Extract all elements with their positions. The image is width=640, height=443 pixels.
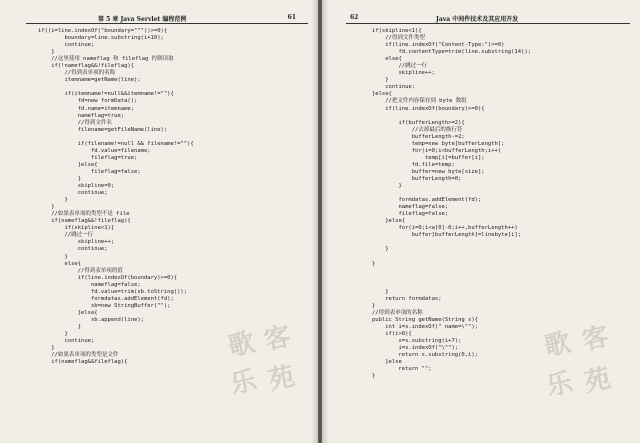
right-page-number: 62 [350,14,359,21]
right-watermark-seal: 歌 客 乐 苑 [541,321,614,403]
left-watermark-seal: 歌 客 乐 苑 [225,321,298,401]
book-title: Java 中间件技术及其应用开发 [436,16,519,23]
right-page-header [346,13,630,24]
left-page [0,0,318,443]
right-page [322,0,640,443]
left-page-number: 61 [287,14,296,21]
left-code-listing: if((i=line.indexOf("boundary="""))>=0){ boundary=line.substring(i+10); continue; } //这里使用 nameflag 和 fileflag 控制读取 if(!nameflag&&!fileflag){ //得到表单项的名称 itemname=getName(line); if(itemname!=null&&itemname!=""){ fd=new formData(); fd.name=itemname; nameflag=true; //得到文件名 filename=getFileName(line); if(filename!=null && filename!=""){ fd.value=filename; fileflag=true; }else{ fileflag=false; } skipline=0; continue; } } //如果表单项的类型不是 file if(nameflag&&!fileflag){ if(skipline<1){ //跳过一行 skipline++; continue; } else{ //得到表单项的值 if(line.indexOf(boundary)>=0){ nameflag=false; fd.value=trim(sb.toString()); formdatas.addElement(fd); sb=new StringBuffer(""); }else{ sb.append(line); } } continue; } //如果表单项的类型是文件 if(nameflag&&fileflag){ [38,28,194,366]
chapter-heading: 第 5 章 Java Servlet 编程范例 [98,16,187,23]
left-page-header [26,13,308,24]
right-code-listing: if(skipline<1){ //得到文件类型 if(line.indexOf("Content-Type:")>=0) fd.contentType=trim(line.substring(14)); else{ //跳过一行 skipline++; } continue; }else{ //把文件内容保存到 byte 数组 if(line.indexOf(boundary)>=0){ if(bufferLength>=2){ //去掉最后的换行符 bufferLength-=2; temp=new byte[bufferLength]; for(i=0;i<bufferLength;i++) temp[i]=buffer[i]; fd.file=temp; buffer=new byte[size]; bufferLength=0; } formdatas.addElement(fd); nameflag=false; fileflag=false; }else{ for(i=0;i<a[0]-0;i++,bufferLength++) buffer[bufferLength]=linebyte[i]; } } } return formdatas; } //得到表单项的名称 public String getName(String s){ int i=s.indexOf(" name=\""); if(i>0){ s=s.substring(i+7); i=s.indexOf("\""); return s.substring(0,i); }else return ""; } [372,28,531,380]
